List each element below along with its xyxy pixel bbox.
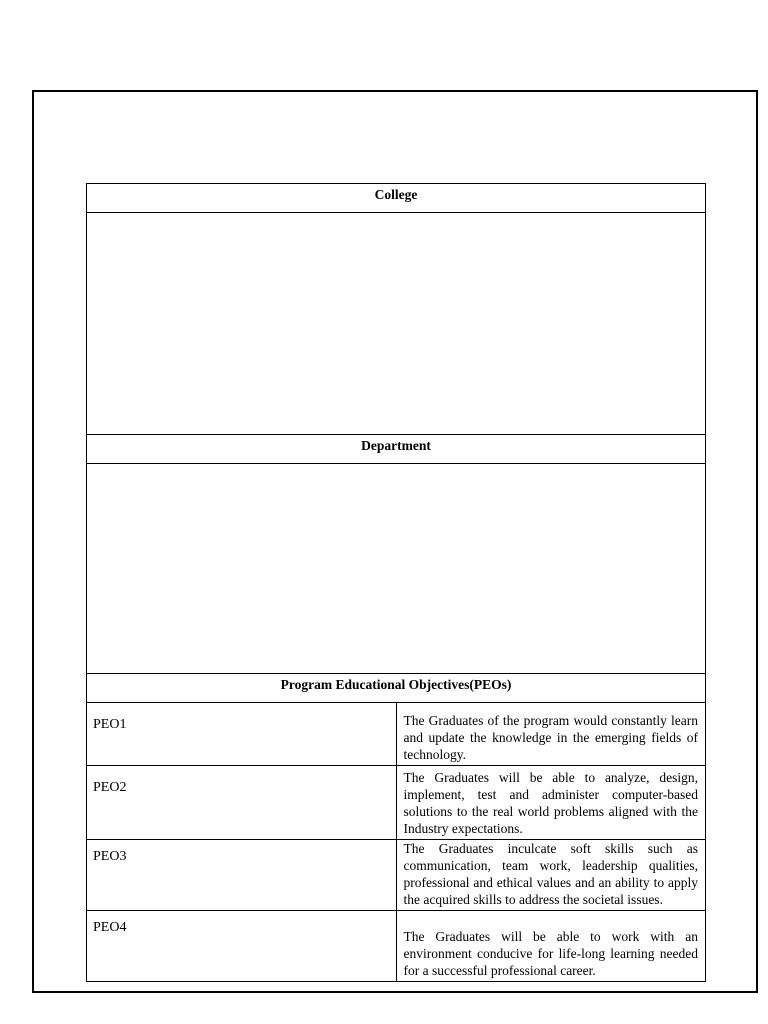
department-vision-cell: [87, 464, 706, 674]
peo-id: PEO1: [87, 703, 397, 766]
peo-id: PEO2: [87, 766, 397, 840]
college-heading: College: [87, 184, 706, 213]
table-row: [87, 703, 706, 766]
peo-document-table: [86, 183, 706, 982]
table-row: [87, 911, 706, 982]
peo-id: PEO3: [87, 840, 397, 911]
table-row: [87, 766, 706, 840]
college-vision-cell: [87, 213, 706, 435]
table-row: [87, 840, 706, 911]
department-heading: Department: [87, 435, 706, 464]
peo-text: The Graduates of the program would constantly learn and update the knowledge in the emerging fields of technology.: [396, 703, 706, 766]
peo-text: The Graduates will be able to analyze, design, implement, test and administer computer-based solutions to the real world problems aligned with the Industry expectations.: [396, 766, 706, 840]
peo-text: The Graduates inculcate soft skills such as communication, team work, leadership qualities, professional and ethical values and an ability to apply the acquired skills to address the societal issues.: [396, 840, 706, 911]
peo-id: PEO4: [87, 911, 397, 982]
peos-heading: Program Educational Objectives(PEOs): [87, 674, 706, 703]
peo-text: The Graduates will be able to work with an environment conducive for life-long learning needed for a successful professional career.: [396, 911, 706, 982]
